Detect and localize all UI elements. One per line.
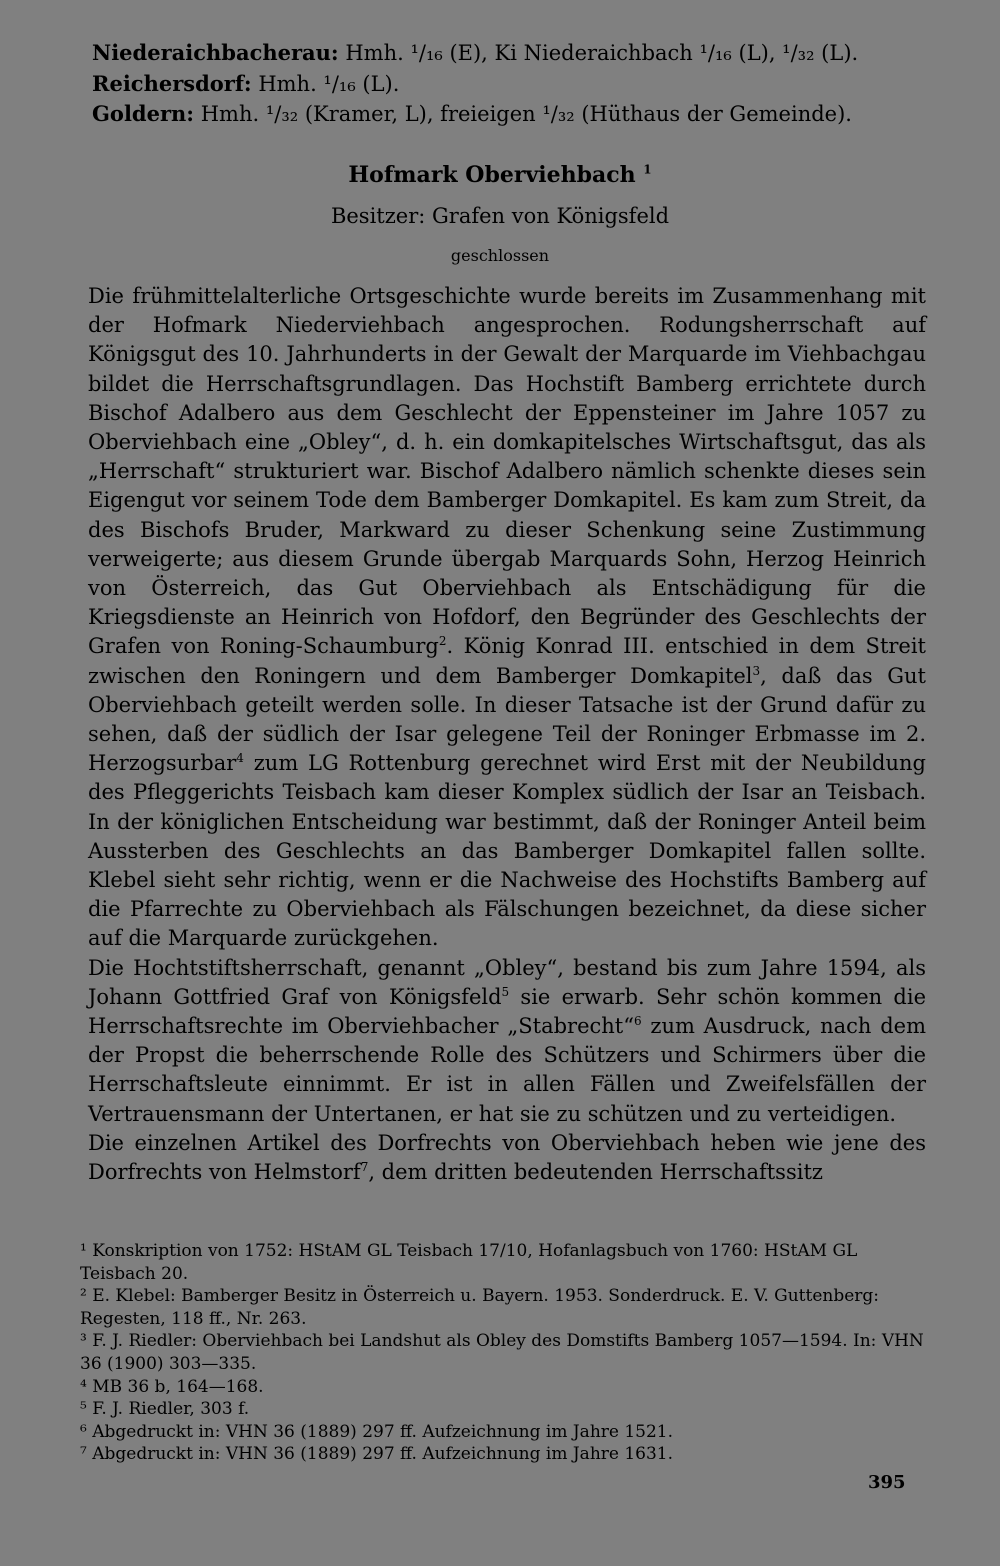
footnote: ⁴ MB 36 b, 164—168. (80, 1376, 264, 1397)
section-status: geschlossen (450, 246, 550, 265)
footnotes (80, 1240, 926, 1466)
footnote-ref: 5 (501, 984, 510, 999)
footnote: ³ F. J. Riedler: Oberviehbach bei Landshut als Obley des Domstifts Bamberg 1057—1594. In: VHN 36 (1900) 303—335. (80, 1331, 924, 1374)
place-entry (92, 99, 932, 130)
paragraph-text: Die Hochtstiftsherrschaft, genannt „Obley“, bestand bis zum Jahre 1594, als Johann Gottfried Graf von Königsfeld (88, 955, 926, 1009)
paragraph-text: sie erwarb. Sehr schön kommen die Herrschaftsrechte im Oberviehbacher „Stabrecht“ (88, 984, 927, 1039)
footnote-ref: 2 (438, 634, 447, 649)
body-text (88, 282, 926, 1187)
place-details: Hmh. ¹/₃₂ (Kramer, L), freieigen ¹/₃₂ (Hüthaus der Gemeinde). (194, 102, 852, 126)
paragraph-text: zum Ausdruck, nach dem der Propst die beherrschende Rolle des Schützers und Schirmers über die Herrschaftsleute einnimmt. Er ist in allen Fällen und Zweifelsfällen der Vertrauensmann der Untertanen, er hat sie zu schützen und zu verteidigen. (88, 1014, 926, 1126)
footnote: ⁷ Abgedruckt in: VHN 36 (1889) 297 ff. Aufzeichnung im Jahre 1631. (80, 1444, 674, 1465)
paragraph (88, 954, 926, 1129)
paragraph-text: , dem dritten bedeutenden Herrschaftssitz (368, 1160, 823, 1185)
footnote: ⁶ Abgedruckt in: VHN 36 (1889) 297 ff. Aufzeichnung im Jahre 1521. (80, 1421, 674, 1442)
paragraph (88, 1129, 926, 1187)
section-owner: Besitzer: Grafen von Königsfeld (330, 204, 670, 228)
page-number: 395 (868, 1472, 906, 1493)
paragraph-text: Die frühmittelalterliche Ortsgeschichte wurde bereits im Zusammenhang mit der Hofmark Niederviehbach angesprochen. Rodungsherrschaft auf Königsgut des 10. Jahrhunderts in der Gewalt der Marquarde im Viehbachgau bildet die Herrschaftsgrundlagen. Das Hochstift Bamberg errichtete durch Bischof Adalbero aus dem Geschlecht der Eppensteiner im Jahre 1057 zu Oberviehbach eine „Obley“, d. h. ein domkapitelsches Wirtschaftsgut, das als „Herrschaft“ strukturiert war. Bischof Adalbero nämlich schenkte dieses sein Eigengut vor seinem Tode dem Bamberger Domkapitel. Es kam zum Streit, da des Bischofs Bruder, Markward zu dieser Schenkung seine Zustimmung verweigerte; aus diesem Grunde übergab Marquards Sohn, Herzog Heinrich von Österreich, das Gut Oberviehbach als Entschädigung für die Kriegsdienste an Heinrich von Hofdorf, den Begründer des Geschlechts der Grafen von Roning-Schaumburg (88, 284, 926, 659)
footnote-ref: 7 (360, 1160, 369, 1175)
place-name: Goldern: (92, 101, 195, 126)
footnote: ⁵ F. J. Riedler, 303 f. (80, 1399, 250, 1420)
footnote-ref: 3 (752, 663, 761, 678)
paragraph-text: , daß das Gut Oberviehbach geteilt werden solle. In dieser Tatsache ist der Grund dafür zu sehen, daß der südlich der Isar gelegene Teil der Roninger Erbmasse im 2. Herzogsurbar (88, 663, 926, 776)
place-details: Hmh. ¹/₁₆ (E), Ki Niederaichbach ¹/₁₆ (L), ¹/₃₂ (L). (338, 41, 859, 65)
place-name: Niederaichbacherau: (92, 40, 339, 65)
place-details: Hmh. ¹/₁₆ (L). (251, 71, 400, 96)
place-entry (92, 69, 932, 100)
paragraph (88, 282, 926, 954)
place-entry (92, 38, 932, 69)
section-title (0, 162, 1000, 188)
paragraph-text: zum LG Rottenburg gerechnet wird Erst mit der Neubildung des Pfleggerichts Teisbach kam dieser Komplex südlich der Isar an Teisbach. In der königlichen Entscheidung war bestimmt, daß der Roninger Anteil beim Aussterben des Geschlechts an das Bamberger Domkapitel fallen sollte. Klebel sieht sehr richtig, wenn er die Nachweise des Hochstifts Bamberg auf die Pfarrechte zu Oberviehbach als Fälschungen bezeichnet, da diese sicher auf die Marquarde zurückgehen. (88, 751, 926, 951)
footnote: ² E. Klebel: Bamberger Besitz in Österreich u. Bayern. 1953. Sonderdruck. E. V. Guttenberg: Regesten, 118 ff., Nr. 263. (80, 1286, 880, 1329)
paragraph-text: Die einzelnen Artikel des Dorfrechts von Oberviehbach heben wie jene des Dorfrechts von Helmstorf (88, 1130, 926, 1185)
place-list (92, 38, 932, 130)
footnote-ref: 6 (633, 1014, 642, 1029)
footnote-ref: 1 (643, 162, 652, 177)
paragraph-text: . König Konrad III. entschied in dem Streit zwischen den Roningern und dem Bamberger Domkapitel (88, 634, 926, 688)
section-title-text: Hofmark Oberviehbach (348, 162, 636, 188)
footnote-ref: 4 (236, 751, 244, 766)
footnote: ¹ Konskription von 1752: HStAM GL Teisbach 17/10, Hofanlagsbuch von 1760: HStAM GL Teisbach 20. (80, 1241, 858, 1284)
place-name: Reichersdorf: (92, 70, 252, 96)
